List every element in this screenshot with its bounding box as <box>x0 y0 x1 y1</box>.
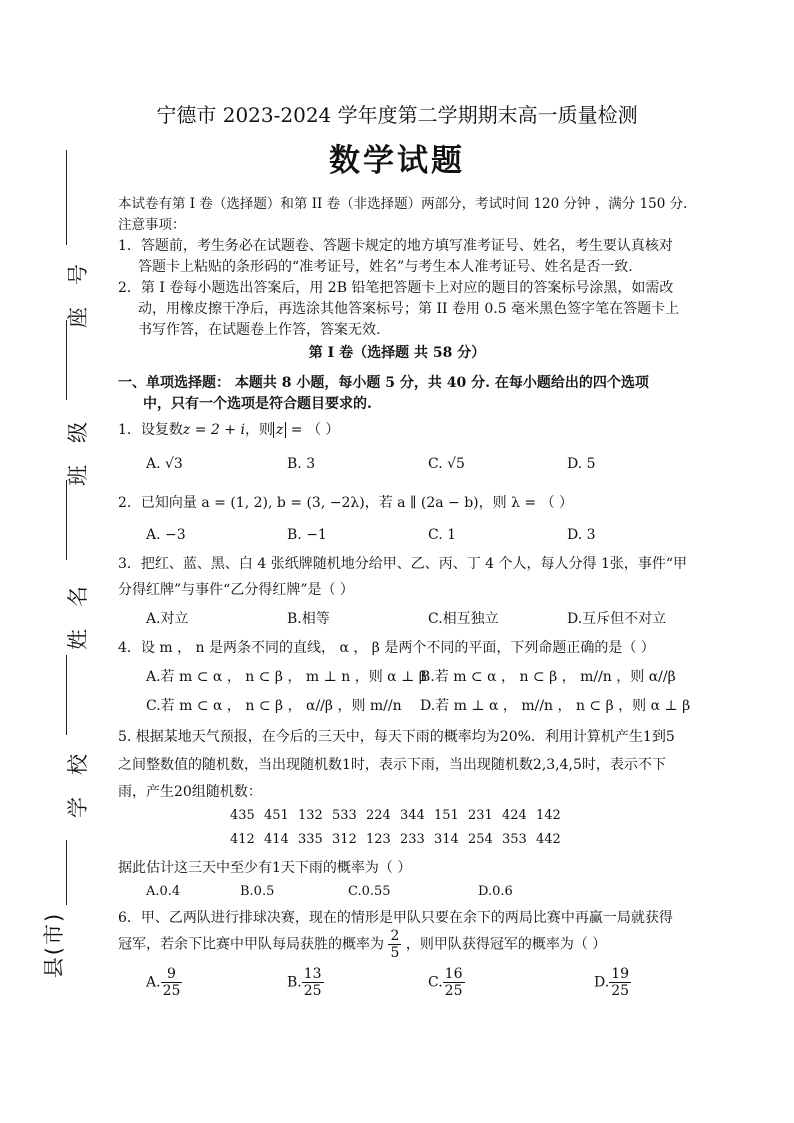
sidebar-name-label: 姓名 <box>66 564 90 650</box>
sidebar-line-name <box>66 480 67 560</box>
random-number: 335 <box>298 832 323 847</box>
q3-option-c: C.相互独立 <box>428 611 499 627</box>
q6-line2-a: 冠军，若余下比赛中甲队每局获胜的概率为 <box>118 936 384 953</box>
q4-option-b: B.若 m ⊂ α ， n ⊂ β ， m//n ，则 α//β <box>420 669 676 685</box>
q2-option-d: D. 3 <box>567 527 596 543</box>
q3-line1: 3．把红、蓝、黑、白 4 张纸牌随机地分给甲、乙、丙、丁 4 个人，每人分得 1张，事件“甲 <box>118 556 688 572</box>
q5-random-row-1 <box>230 808 570 823</box>
sidebar-class-label: 班级 <box>66 400 90 486</box>
q4-option-c: C.若 m ⊂ α ， n ⊂ β ， α//β ，则 m//n <box>146 698 402 714</box>
q1-option-d: D. 5 <box>567 456 596 472</box>
note-2b: 动，用橡皮擦干净后，再选涂其他答案标号；第 II 卷用 0.5 毫米黑色签字笔在答题卡上 <box>138 301 680 317</box>
sidebar-seat-label: 座号 <box>66 242 90 328</box>
random-number: 231 <box>468 808 493 823</box>
option-label: D. <box>594 974 610 991</box>
exam-title: 宁德市 2023-2024 学年度第二学期期末高一质量检测 <box>156 103 638 127</box>
q1-abs-z: z <box>273 422 286 438</box>
q1-stem-b: z = 2 + i <box>182 422 245 438</box>
random-number: 151 <box>434 808 459 823</box>
option-fraction <box>302 966 324 999</box>
random-number: 344 <box>400 808 425 823</box>
q3-option-a: A.对立 <box>146 611 189 627</box>
q5-line3: 雨，产生20组随机数： <box>118 784 262 800</box>
q2-option-c: C. 1 <box>428 527 457 543</box>
sidebar-line-school <box>66 655 67 735</box>
q4-option-d: D.若 m ⊥ α ， m//n ， n ⊂ β ，则 α ⊥ β <box>420 698 691 714</box>
sidebar-school-label: 学校 <box>66 732 90 818</box>
q6-option-b <box>287 966 324 999</box>
q6-line1: 6．甲、乙两队进行排球决赛，现在的情形是甲队只要在余下的两局比赛中再赢一局就获得 <box>118 910 673 926</box>
notice-title: 注意事项： <box>118 217 186 233</box>
q3-option-d: D.互斥但不对立 <box>567 611 667 627</box>
option-fraction <box>161 966 183 999</box>
random-number: 314 <box>434 832 459 847</box>
note-2c: 书写作答，在试题卷上作答，答案无效. <box>138 322 381 338</box>
sidebar-county-label: 县(市) <box>42 911 67 979</box>
fraction-numerator: 16 <box>444 966 463 982</box>
q2-option-a: A. −3 <box>146 527 186 543</box>
random-number: 123 <box>366 832 391 847</box>
fraction-numerator: 2 <box>390 928 400 944</box>
q5-random-row-2 <box>230 832 570 847</box>
q5-option-b: B.0.5 <box>240 884 275 899</box>
random-number: 233 <box>400 832 425 847</box>
q6-line2 <box>118 928 606 961</box>
fraction-numerator: 13 <box>303 966 322 982</box>
note-1a: 1．答题前，考生务必在试题卷、答题卡规定的地方填写准考证号、姓名，考生要认真核对 <box>118 238 673 254</box>
q1-option-c: C. √5 <box>428 456 465 472</box>
fraction-denominator: 25 <box>303 983 322 999</box>
random-number: 424 <box>502 808 527 823</box>
q1-stem <box>118 419 339 439</box>
random-number: 412 <box>230 832 255 847</box>
random-number: 353 <box>502 832 527 847</box>
q5-option-c: C.0.55 <box>348 884 391 899</box>
option-fraction <box>443 966 465 999</box>
q5-line2: 之间整数值的随机数，当出现随机数1时，表示下雨，当出现随机数2,3,4,5时，表示不下 <box>118 757 666 773</box>
q4-stem: 4．设 m ， n 是两条不同的直线， α ， β 是两个不同的平面，下列命题正确的是（ ） <box>118 640 655 656</box>
q1-option-b: B. 3 <box>287 456 316 472</box>
random-number: 132 <box>298 808 323 823</box>
part-one-heading-b: 中，只有一个选项是符合题目要求的. <box>143 396 372 412</box>
fraction-numerator: 9 <box>161 966 183 983</box>
q6-line2-b: ，则甲队获得冠军的概率为（ ） <box>405 936 607 953</box>
intro-line: 本试卷有第 I 卷（选择题）和第 II 卷（非选择题）两部分，考试时间 120 分钟 ，满分 150 分. <box>118 196 688 212</box>
random-number: 224 <box>366 808 391 823</box>
random-number: 533 <box>332 808 357 823</box>
random-number: 451 <box>264 808 289 823</box>
q5-option-a: A.0.4 <box>146 884 181 899</box>
random-number: 414 <box>264 832 289 847</box>
q1-option-a: A. √3 <box>146 456 183 472</box>
q6-option-a <box>146 966 182 999</box>
q2-option-b: B. −1 <box>287 527 327 543</box>
note-2a: 2．第 I 卷每小题选出答案后，用 2B 铅笔把答题卡上对应的题目的答案标号涂黑，如需改 <box>118 280 674 296</box>
subject-title: 数学试题 <box>329 143 465 179</box>
q6-option-c <box>428 966 465 999</box>
option-label: A. <box>146 974 161 991</box>
option-label: C. <box>428 974 443 991</box>
fraction-denominator: 5 <box>390 945 400 961</box>
q6-probability-fraction <box>388 928 401 961</box>
q2-stem: 2．已知向量 a = (1, 2), b = (3, −2λ)，若 a ∥ (2a − b)，则 λ = （ ） <box>118 495 574 511</box>
random-number: 254 <box>468 832 493 847</box>
option-fraction <box>609 966 631 999</box>
q1-stem-e: = （ ） <box>286 422 340 438</box>
random-number: 435 <box>230 808 255 823</box>
fraction-denominator: 25 <box>162 983 181 999</box>
q5-line1: 5. 根据某地天气预报，在今后的三天中，每天下雨的概率均为20%．利用计算机产生1到5 <box>118 729 675 745</box>
section-title: 第 I 卷（选择题 共 58 分） <box>308 345 486 361</box>
fraction-numerator: 19 <box>611 966 630 982</box>
q5-question: 据此估计这三天中至少有1天下雨的概率为（ ） <box>118 860 412 876</box>
q3-option-b: B.相等 <box>287 611 330 627</box>
option-label: B. <box>287 974 302 991</box>
q1-stem-c: ，则 <box>244 422 273 438</box>
sidebar-line-county <box>66 840 67 905</box>
q6-option-d <box>594 966 631 999</box>
random-number: 442 <box>536 832 561 847</box>
random-number: 142 <box>536 808 561 823</box>
q5-option-d: D.0.6 <box>478 884 513 899</box>
note-1b: 答题卡上粘贴的条形码的“准考证号，姓名”与考生本人准考证号、姓名是否一致. <box>138 259 633 275</box>
random-number: 312 <box>332 832 357 847</box>
q4-option-a: A.若 m ⊂ α ， n ⊂ β ， m ⊥ n ，则 α ⊥ β <box>146 669 427 685</box>
fraction-denominator: 25 <box>611 983 630 999</box>
q3-line2: 分得红牌”与事件“乙分得红牌”是（ ） <box>118 582 354 598</box>
part-one-heading-a: 一、单项选择题： 本题共 8 小题，每小题 5 分，共 40 分. 在每小题给出的四个选项 <box>118 375 649 391</box>
q1-stem-a: 1．设复数 <box>118 422 183 438</box>
fraction-denominator: 25 <box>444 983 463 999</box>
